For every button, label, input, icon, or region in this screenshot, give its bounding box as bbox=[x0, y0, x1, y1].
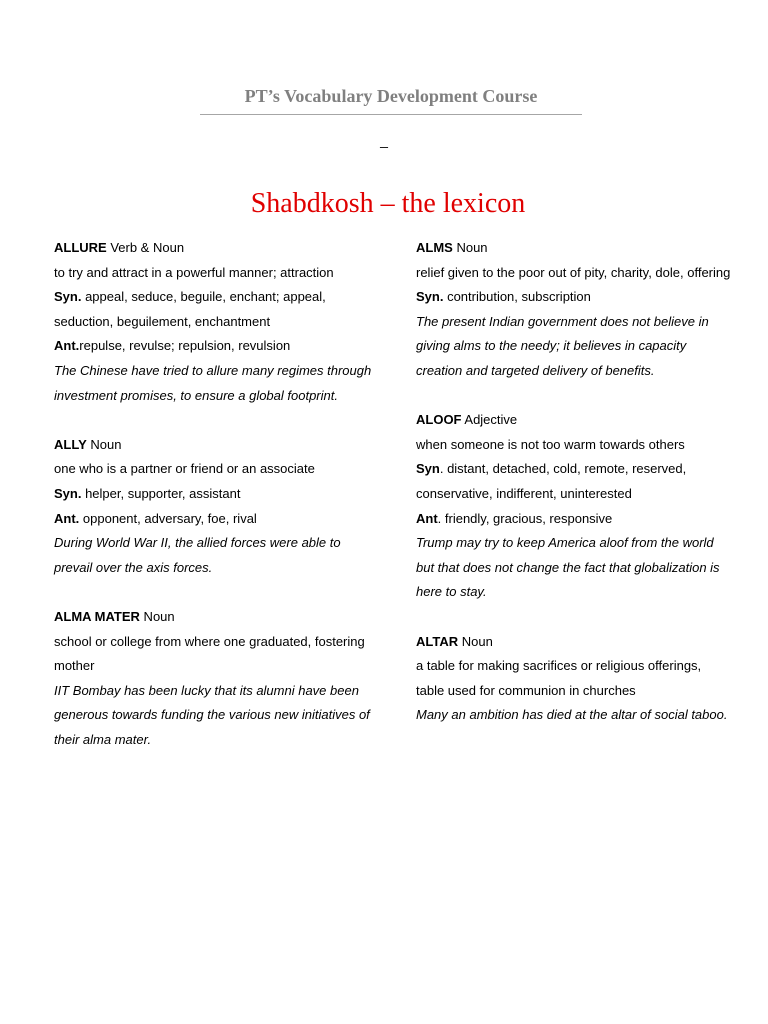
left-column bbox=[54, 236, 374, 777]
headword-line bbox=[54, 433, 374, 458]
example-sentence: The present Indian government does not believe in giving alms to the needy; it believes in capacity creation and targeted delivery of benefits. bbox=[416, 313, 709, 378]
definition: when someone is not too warm towards others bbox=[416, 436, 685, 452]
entry-altar bbox=[416, 630, 731, 728]
ant-text: opponent, adversary, foe, rival bbox=[79, 510, 257, 526]
example-sentence: Trump may try to keep America aloof from the world but that does not change the fact that globalization is here to stay. bbox=[416, 535, 720, 600]
synonyms bbox=[54, 482, 374, 507]
ant-label: Ant bbox=[416, 510, 438, 526]
ant-text: . friendly, gracious, responsive bbox=[437, 510, 613, 526]
headword-line bbox=[416, 236, 731, 261]
entry-alma-mater bbox=[54, 605, 374, 753]
headword-line bbox=[416, 630, 731, 655]
headword-line bbox=[54, 236, 374, 261]
headword: ALOOF bbox=[416, 412, 462, 428]
syn-label: Syn. bbox=[416, 289, 444, 305]
synonyms bbox=[54, 285, 374, 334]
syn-text: . distant, detached, cold, remote, reserved, conservative, indifferent, uninterested bbox=[416, 461, 687, 501]
syn-text: helper, supporter, assistant bbox=[81, 485, 241, 501]
part-of-speech: Noun bbox=[139, 608, 175, 624]
headword: ALMS bbox=[416, 240, 453, 255]
page-title: Shabdkosh – the lexicon bbox=[250, 188, 526, 219]
example-sentence: Many an ambition has died at the altar of social taboo. bbox=[416, 707, 728, 723]
definition: school or college from where one graduated, fostering mother bbox=[54, 633, 365, 674]
antonyms bbox=[54, 507, 374, 532]
synonyms bbox=[416, 285, 731, 310]
ant-label: Ant. bbox=[54, 510, 80, 526]
example-sentence: During World War II, the allied forces were able to prevail over the axis forces. bbox=[54, 535, 341, 575]
right-column bbox=[416, 236, 731, 752]
syn-text: contribution, subscription bbox=[443, 289, 591, 305]
definition: one who is a partner or friend or an associate bbox=[54, 461, 315, 477]
part-of-speech: Verb & Noun bbox=[106, 240, 185, 255]
headword-line bbox=[416, 408, 731, 433]
headword: ALTAR bbox=[416, 633, 459, 649]
part-of-speech: Noun bbox=[86, 436, 122, 452]
entry-ally bbox=[54, 433, 374, 581]
entry-alms bbox=[416, 236, 731, 384]
part-of-speech: Noun bbox=[458, 633, 493, 649]
ant-text: repulse, revulse; repulsion, revulsion bbox=[79, 338, 291, 354]
headword: ALMA MATER bbox=[54, 608, 140, 624]
antonyms bbox=[54, 334, 374, 359]
headword: ALLURE bbox=[54, 240, 107, 255]
syn-label: Syn bbox=[416, 461, 440, 477]
course-header: PT’s Vocabulary Development Course bbox=[200, 86, 582, 115]
header-dash: _ bbox=[380, 132, 388, 148]
syn-text: appeal, seduce, beguile, enchant; appeal, seduction, beguilement, enchantment bbox=[54, 289, 326, 329]
definition: a table for making sacrifices or religious offerings, table used for communion in churches bbox=[416, 658, 702, 698]
synonyms bbox=[416, 457, 731, 506]
entry-allure bbox=[54, 236, 374, 408]
entry-aloof bbox=[416, 408, 731, 605]
part-of-speech: Adjective bbox=[461, 412, 518, 428]
headword-line bbox=[54, 605, 374, 630]
part-of-speech: Noun bbox=[452, 240, 488, 255]
syn-label: Syn. bbox=[54, 289, 82, 305]
example-sentence: The Chinese have tried to allure many regimes through investment promises, to ensure a global footprint. bbox=[54, 362, 372, 403]
definition: to try and attract in a powerful manner; attraction bbox=[54, 264, 334, 280]
headword: ALLY bbox=[54, 436, 87, 452]
antonyms bbox=[416, 507, 731, 532]
example-sentence: IIT Bombay has been lucky that its alumni have been generous towards funding the various new initiatives of their alma mater. bbox=[54, 682, 370, 747]
ant-label: Ant. bbox=[54, 338, 80, 354]
definition: relief given to the poor out of pity, charity, dole, offering bbox=[416, 264, 731, 280]
syn-label: Syn. bbox=[54, 485, 82, 501]
